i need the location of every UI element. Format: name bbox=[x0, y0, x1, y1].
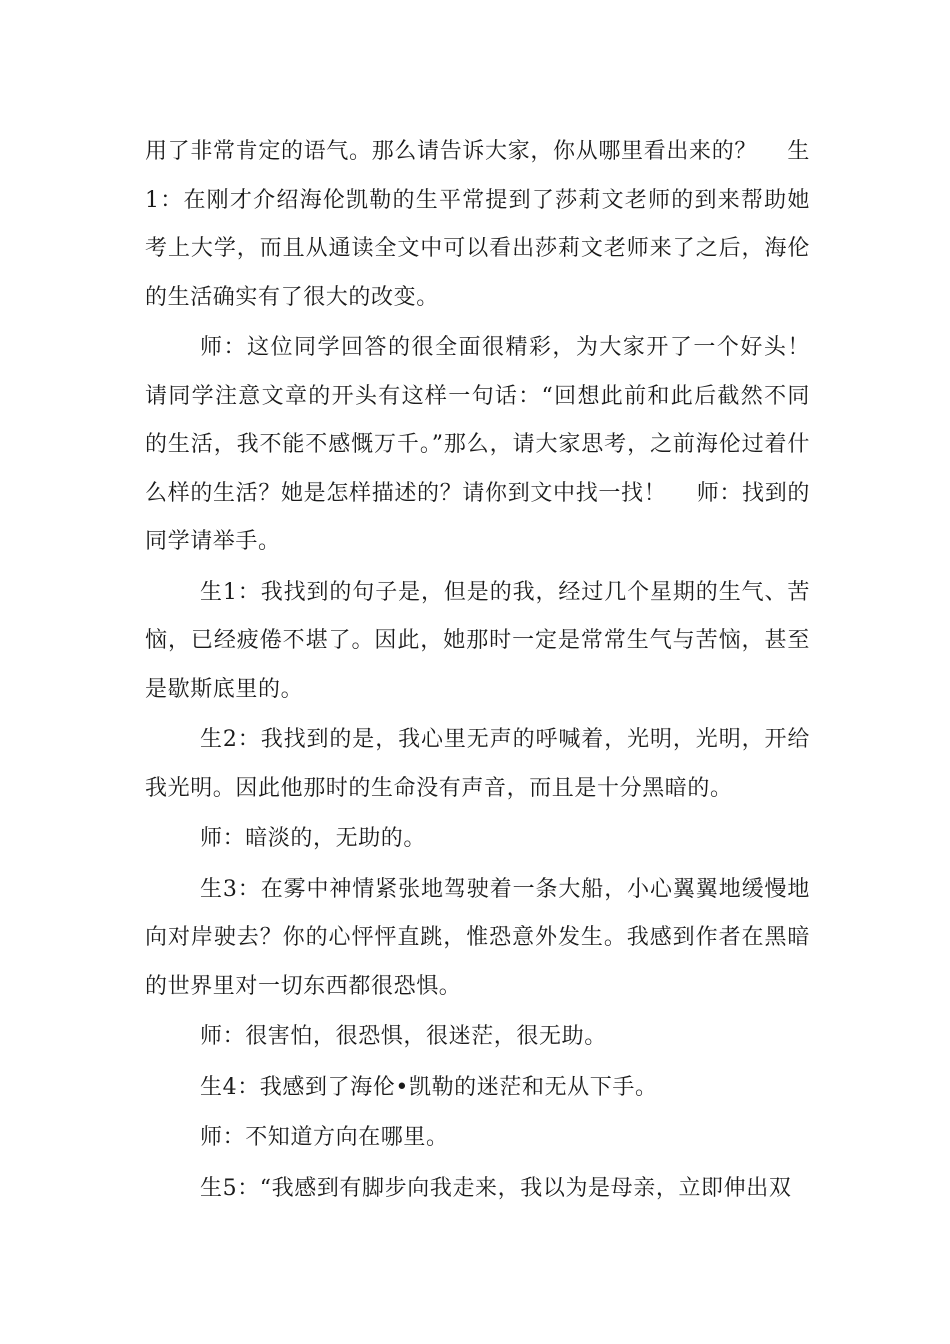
paragraph-7: 师：很害怕，很恐惧，很迷茫，很无助。 bbox=[200, 1024, 607, 1049]
paragraph-1: 用了非常肯定的语气。那么请告诉大家，你从哪里看出来的？ 生1：在刚才介绍海伦凯勒的生平常提到了莎莉文老师的到来帮助她考上大学，而且从通读全文中可以看出莎莉文老师来了之后，海伦的生活确实有了很大的改变。 bbox=[145, 139, 810, 310]
paragraph-10: 生5：“我感到有脚步向我走来，我以为是母亲，立即伸出双 bbox=[200, 1175, 792, 1201]
paragraph-2: 师：这位同学回答的很全面很精彩，为大家开了一个好头！请同学注意文章的开头有这样一句话：“回想此前和此后截然不同的生活，我不能不感慨万千。”那么，请大家思考，之前海伦过着什么样的生活？她是怎样描述的？请你到文中找一找！ 师：找到的同学请举手。 bbox=[145, 335, 810, 554]
paragraph-9: 师：不知道方向在哪里。 bbox=[200, 1125, 449, 1150]
paragraph-4: 生2：我找到的是，我心里无声的呼喊着，光明，光明，开给我光明。因此他那时的生命没有声音，而且是十分黑暗的。 bbox=[145, 727, 810, 801]
document-body bbox=[145, 128, 810, 1215]
paragraph-3: 生1：我找到的句子是，但是的我，经过几个星期的生气、苦恼，已经疲倦不堪了。因此，她那时一定是常常生气与苦恼，甚至是歇斯底里的。 bbox=[145, 579, 810, 702]
paragraph-5: 师：暗淡的，无助的。 bbox=[200, 826, 427, 851]
paragraph-6: 生3：在雾中神情紧张地驾驶着一条大船，小心翼翼地缓慢地向对岸驶去？你的心怦怦直跳，惟恐意外发生。我感到作者在黑暗的世界里对一切东西都很恐惧。 bbox=[145, 876, 810, 999]
paragraph-8: 生4：我感到了海伦•凯勒的迷茫和无从下手。 bbox=[200, 1074, 658, 1100]
